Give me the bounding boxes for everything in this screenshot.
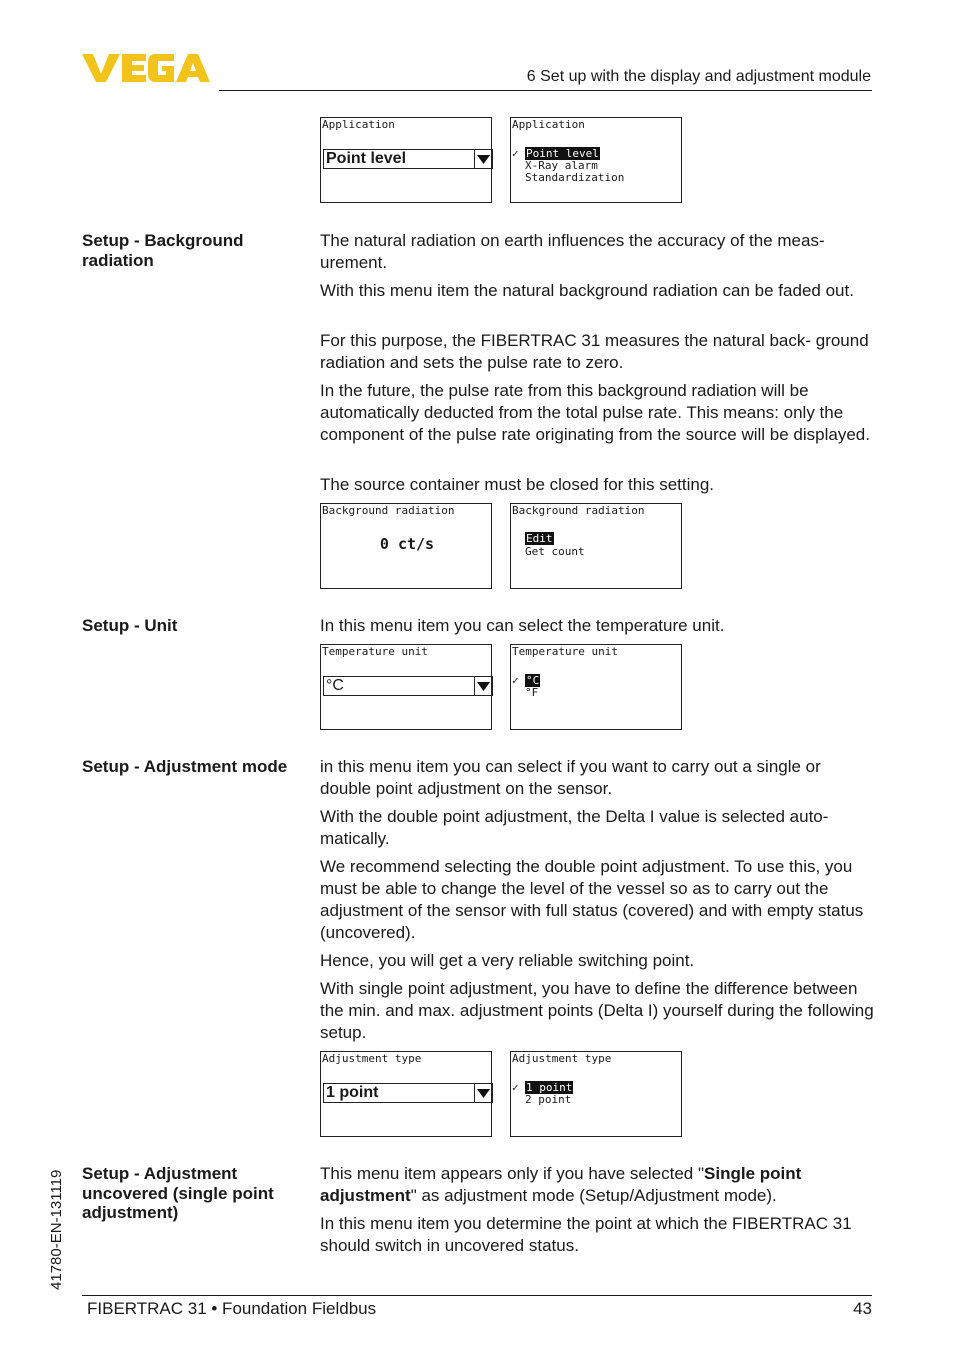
dropdown-value: 1 point [326, 1084, 379, 1101]
paragraph: In this menu item you can select the temperature unit. [320, 616, 725, 635]
section-heading-background: Setup - Background radiation [82, 231, 244, 270]
option: Standardization [525, 171, 625, 184]
paragraph: Hence, you will get a very reliable switching point. [320, 951, 695, 970]
paragraph: The source container must be closed for this setting. [320, 475, 715, 494]
checkmark-icon: ✓ [512, 1081, 519, 1094]
lcd-application-list [510, 117, 682, 203]
lcd-title: Adjustment type [322, 1052, 422, 1065]
header-divider [219, 90, 872, 91]
option-selected: °C [526, 674, 540, 687]
dropdown-arrow-icon [474, 1084, 492, 1102]
paragraph: The natural radiation on earth influences the accuracy of the meas- urement. [320, 231, 825, 272]
dropdown-value: Point level [326, 150, 407, 167]
paragraph: With the double point adjustment, the Delta I value is selected auto- matically. [320, 807, 829, 848]
temperature-dropdown [323, 676, 493, 696]
option-selected: 1 point [526, 1081, 573, 1094]
dropdown-arrow-icon [474, 150, 492, 168]
section-heading-adjustment-uncovered: Setup - Adjustment uncovered (single point adjustment) [82, 1164, 274, 1222]
option: °F [525, 686, 539, 699]
lcd-title: Temperature unit [512, 645, 618, 658]
lcd-adjustment-list [510, 1051, 682, 1137]
paragraph: In this menu item you determine the point at which the FIBERTRAC 31 should switch in uncovered status. [320, 1214, 852, 1255]
pulse-rate-value: 0 ct/s [379, 535, 435, 553]
lcd-temperature-list [510, 644, 682, 730]
dropdown-value: °C [326, 677, 344, 694]
lcd-background-value [320, 503, 492, 589]
paragraph: In the future, the pulse rate from this background radiation will be automatically deducted from the total pulse rate. This means: only the component of the pulse rate originating from the source will be displayed. [320, 381, 870, 444]
paragraph: With this menu item the natural background radiation can be faded out. [320, 281, 854, 300]
section-heading-adjustment-mode: Setup - Adjustment mode [82, 757, 288, 776]
option-selected: Edit [526, 532, 553, 545]
lcd-title: Temperature unit [322, 645, 428, 658]
footer-product: FIBERTRAC 31 • Foundation Fieldbus [87, 1299, 377, 1318]
paragraph: in this menu item you can select if you want to carry out a single or double point adjustment on the sensor. [320, 757, 821, 798]
paragraph: With single point adjustment, you have to define the difference between the min. and max. adjustment points (Delta I) yourself during the following setup. [320, 979, 874, 1042]
paragraph: We recommend selecting the double point adjustment. To use this, you must be able to change the level of the vessel so as to carry out the adjustment of the sensor with full status (covered) and with empty status (uncovered). [320, 857, 864, 942]
chapter-title: 6 Set up with the display and adjustment module [526, 68, 871, 85]
paragraph: This menu item appears only if you have selected "Single point adjustment" as adjustment mode (Setup/Adjustment mode). [320, 1164, 802, 1205]
adjustment-dropdown [323, 1083, 493, 1103]
bold-term: Single point adjustment [320, 1164, 802, 1205]
checkmark-icon: ✓ [512, 147, 519, 160]
section-heading-unit: Setup - Unit [82, 616, 178, 635]
lcd-title: Application [322, 118, 395, 131]
checkmark-icon: ✓ [512, 674, 519, 687]
option: Get count [525, 545, 585, 558]
option: X-Ray alarm [525, 159, 598, 172]
lcd-title: Background radiation [322, 504, 455, 517]
lcd-background-menu [510, 503, 682, 589]
lcd-title: Adjustment type [512, 1052, 612, 1065]
application-dropdown [323, 149, 493, 169]
paragraph: For this purpose, the FIBERTRAC 31 measures the natural back- ground radiation and sets the pulse rate to zero. [320, 331, 869, 372]
lcd-temperature-dropdown [320, 644, 492, 730]
dropdown-arrow-icon [474, 677, 492, 695]
lcd-title: Application [512, 118, 585, 131]
lcd-adjustment-dropdown [320, 1051, 492, 1137]
vega-logo [82, 52, 212, 84]
option: 2 point [525, 1093, 572, 1106]
document-number: 41780-EN-131119 [48, 1169, 65, 1290]
lcd-application-dropdown [320, 117, 492, 203]
footer-divider [82, 1295, 872, 1296]
page-number: 43 [853, 1299, 872, 1318]
option-selected: Point level [526, 147, 599, 160]
lcd-title: Background radiation [512, 504, 645, 517]
